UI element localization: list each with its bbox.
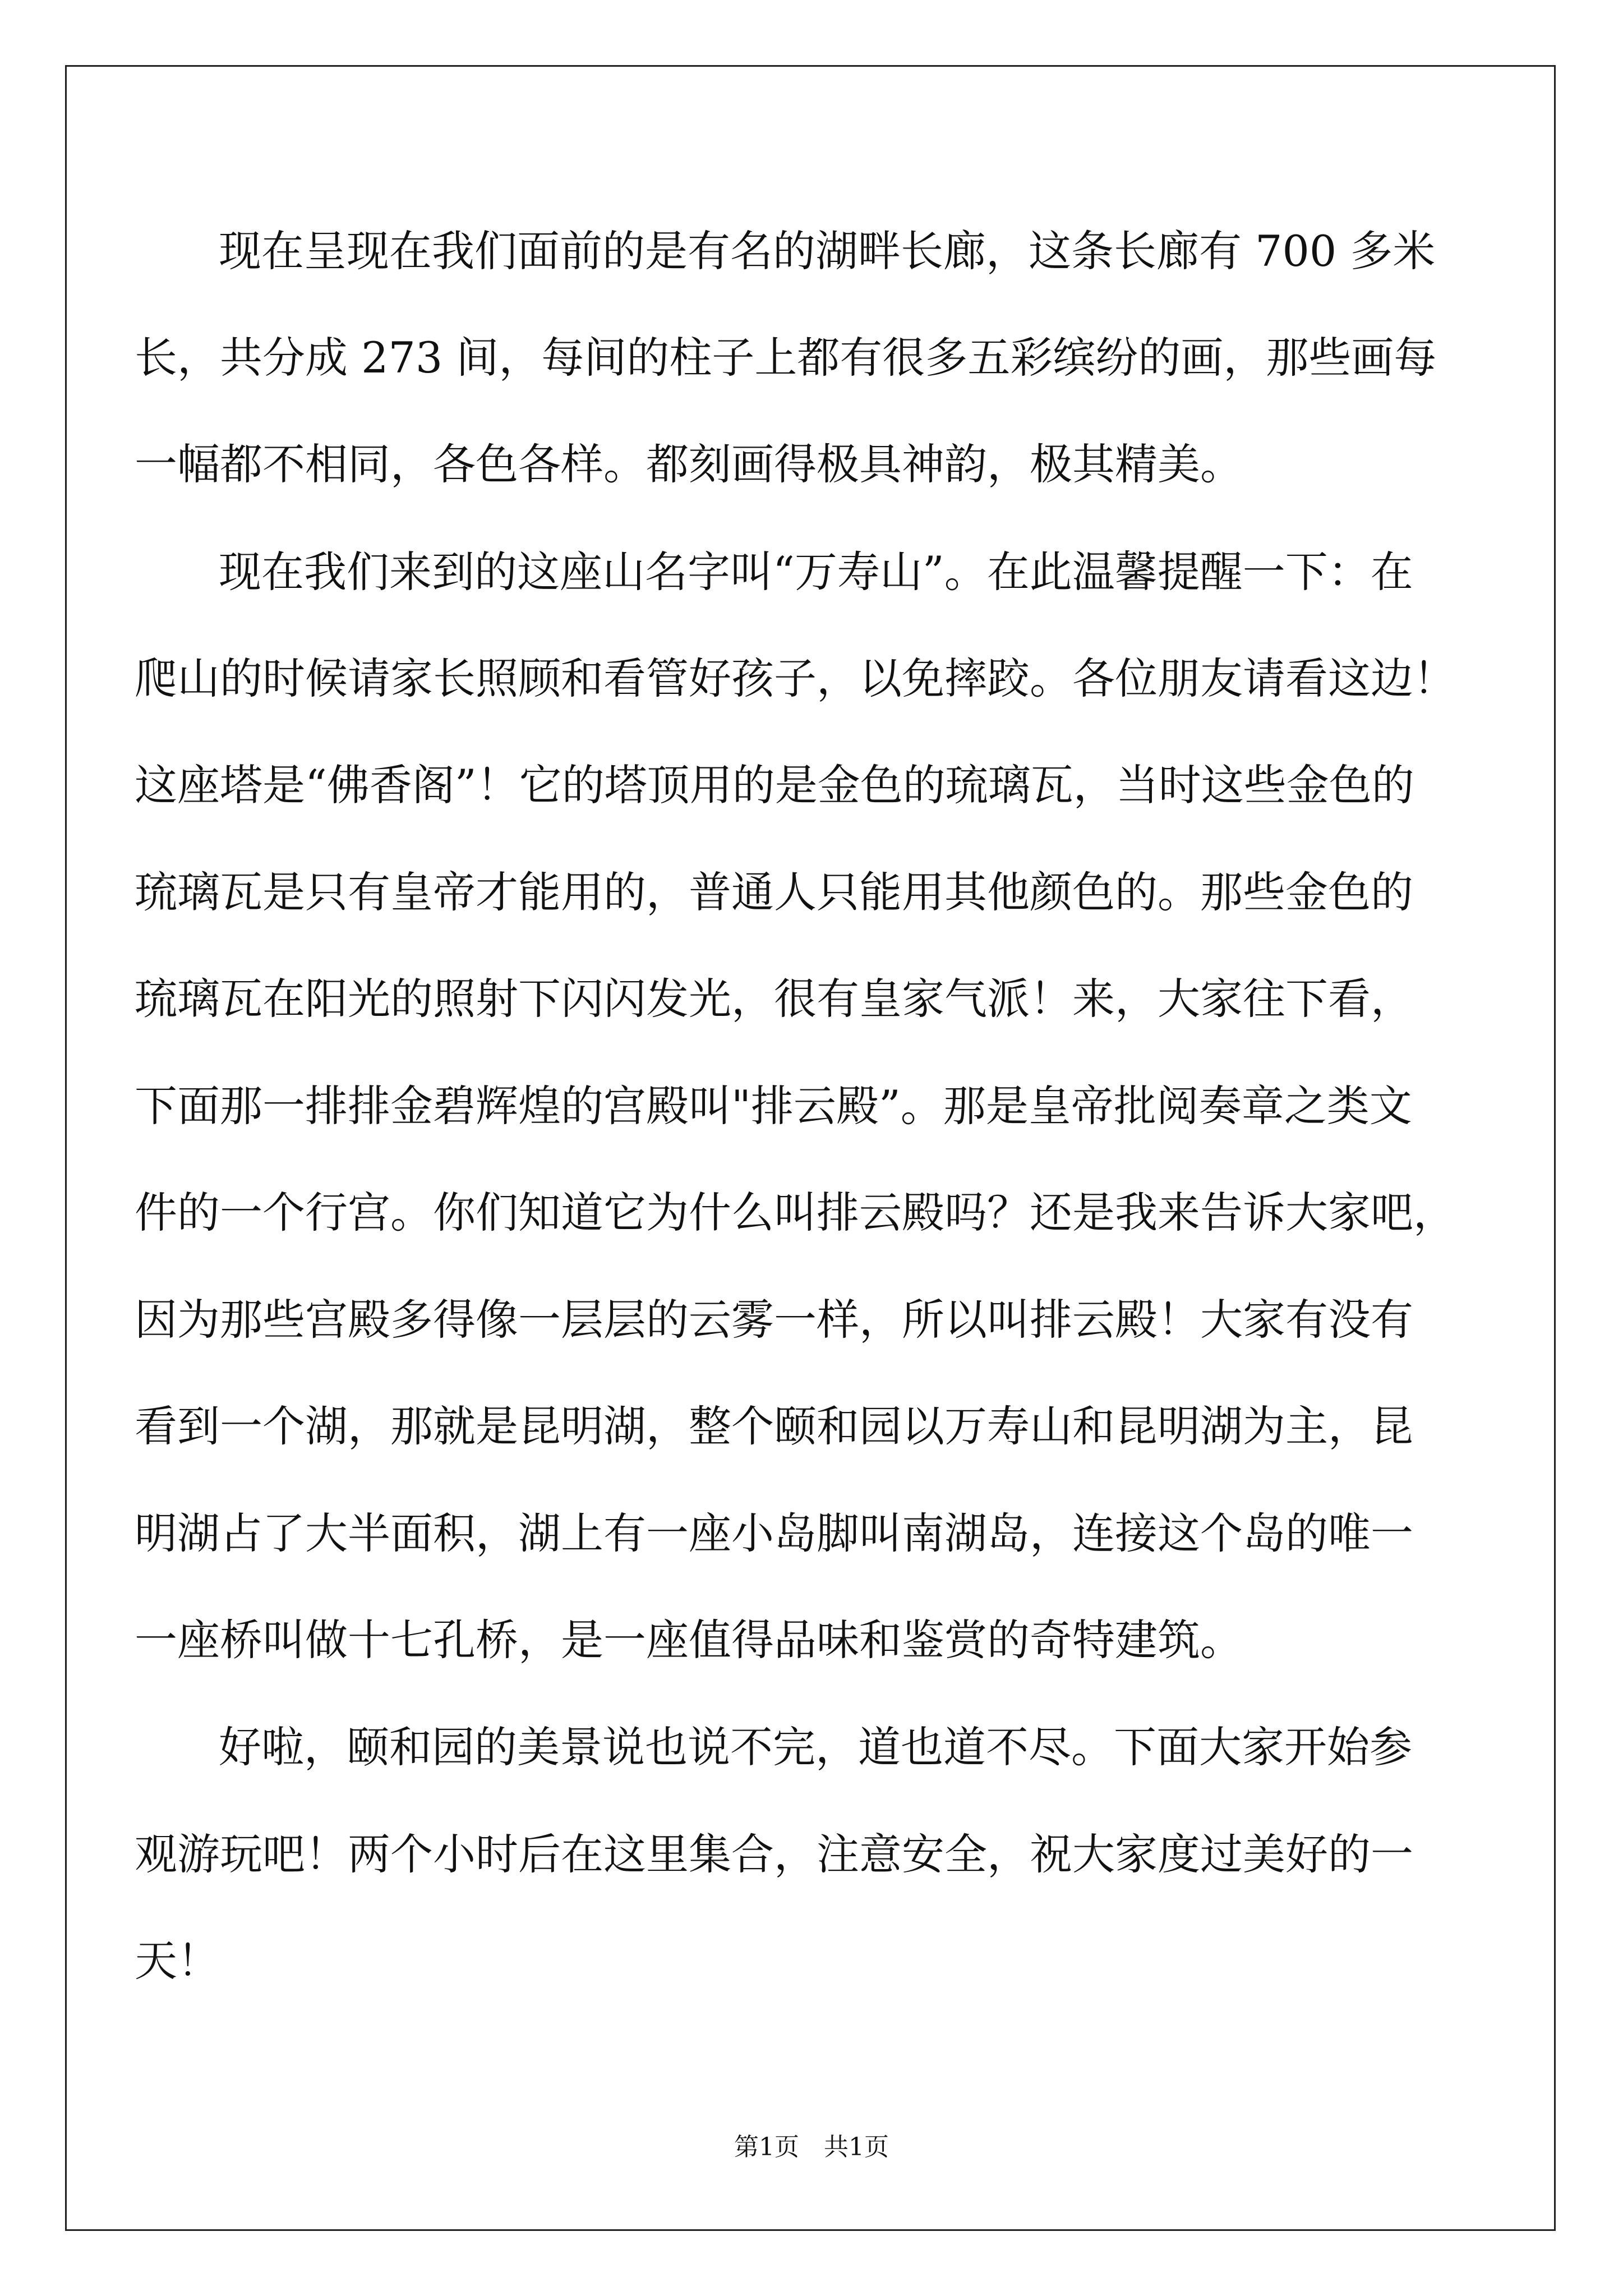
text-line: 因为那些宫殿多得像一层层的云雾一样，所以叫排云殿！大家有没有: [135, 1295, 1413, 1345]
text-line: 好啦，颐和园的美景说也说不完，道也道不尽。下面大家开始参: [219, 1722, 1412, 1772]
text-line: 爬山的时候请家长照顾和看管好孩子，以免摔跤。各位朋友请看这边！: [135, 654, 1456, 703]
text-line: 长，共分成 273 间，每间的柱子上都有很多五彩缤纷的画，那些画每: [135, 333, 1437, 383]
text-line: 下面那一排排金碧辉煌的宫殿叫"排云殿”。那是皇帝批阅奏章之类文: [135, 1081, 1412, 1131]
text-line: 现在我们来到的这座山名字叫“万寿山”。在此温馨提醒一下：在: [219, 547, 1413, 597]
text-line: 件的一个行宫。你们知道它为什么叫排云殿吗？还是我来告诉大家吧，: [135, 1188, 1456, 1237]
text-line: 明湖占了大半面积，湖上有一座小岛脚叫南湖岛，连接这个岛的唯一: [135, 1508, 1413, 1558]
text-line: 现在呈现在我们面前的是有名的湖畔长廊，这条长廊有 700 多米: [219, 226, 1436, 276]
text-line: 琉璃瓦是只有皇帝才能用的，普通人只能用其他颜色的。那些金色的: [135, 867, 1413, 917]
text-line: 天！: [135, 1936, 220, 1986]
text-line: 一座桥叫做十七孔桥，是一座值得品味和鉴赏的奇特建筑。: [135, 1615, 1243, 1665]
text-line: 观游玩吧！两个小时后在这里集合，注意安全，祝大家度过美好的一: [135, 1829, 1413, 1879]
text-line: 看到一个湖，那就是昆明湖，整个颐和园以万寿山和昆明湖为主，昆: [135, 1401, 1413, 1451]
text-line: 这座塔是“佛香阁”！它的塔顶用的是金色的琉璃瓦，当时这些金色的: [135, 760, 1414, 810]
page-frame: [65, 65, 1556, 2231]
text-line: 一幅都不相同，各色各样。都刻画得极具神韵，极其精美。: [135, 439, 1243, 489]
page-footer: 第1页 共1页: [734, 2133, 889, 2161]
text-line: 琉璃瓦在阳光的照射下闪闪发光，很有皇家气派！来，大家往下看，: [135, 974, 1413, 1024]
